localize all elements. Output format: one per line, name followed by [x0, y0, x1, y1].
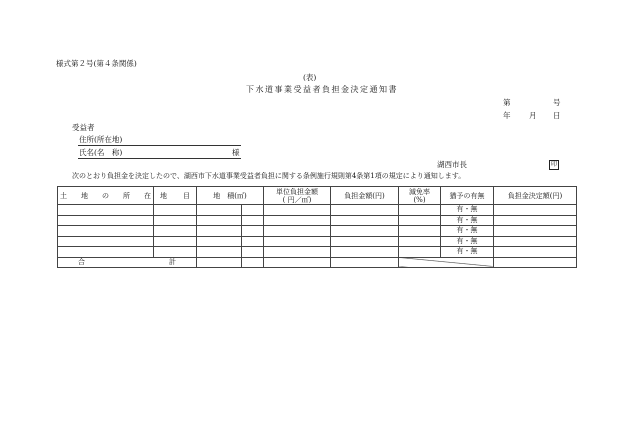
- recipient-heading: 受益者: [72, 123, 95, 132]
- table-row: [58, 226, 577, 237]
- header-land-category-char: 目: [183, 191, 190, 200]
- header-area: 地 積(㎡): [197, 187, 264, 205]
- header-location-char: 土: [60, 191, 67, 200]
- table-row: [58, 215, 577, 226]
- seal-mark: 印: [550, 161, 557, 168]
- address-underline: [78, 145, 241, 146]
- header-burden-amount: 負担金額(円): [331, 187, 399, 205]
- table-row: [58, 236, 577, 247]
- deferral-option: 有・無: [441, 226, 494, 237]
- header-location: [58, 187, 154, 205]
- document-number-suffix: 号: [553, 98, 561, 107]
- total-label-char: 計: [169, 257, 176, 266]
- assessment-table: [57, 186, 577, 268]
- deferral-option: 有・無: [441, 247, 494, 258]
- header-location-char: の: [102, 191, 109, 200]
- total-label-char: 合: [78, 257, 85, 266]
- header-land-category: [154, 187, 197, 205]
- header-reduction-rate: [399, 187, 441, 205]
- deferral-option: 有・無: [441, 205, 494, 216]
- header-location-char: 在: [144, 191, 151, 200]
- header-reduction-line2: (%): [413, 195, 426, 204]
- deferral-option: 有・無: [441, 215, 494, 226]
- header-decided-amount: 負担金決定額(円): [494, 187, 577, 205]
- date-day-label: 日: [553, 111, 561, 120]
- total-label: [58, 257, 197, 268]
- deferral-option: 有・無: [441, 236, 494, 247]
- header-land-category-char: 地: [160, 191, 167, 200]
- header-row: [58, 187, 577, 205]
- honorific: 様: [232, 148, 240, 157]
- header-location-char: 所: [123, 191, 130, 200]
- name-label: 氏名(名 称): [79, 148, 123, 157]
- notice-text: 次のとおり負担金を決定したので、湖西市下水道事業受益者負担に関する条例施行規則第4条第1項の規定により通知します。: [72, 172, 466, 180]
- page-title: 下水道事業受益者負担金決定通知書: [246, 85, 398, 94]
- name-underline: [78, 158, 241, 159]
- header-unit-amount-line1: 単位負担金額: [276, 187, 318, 196]
- header-unit-amount: [264, 187, 331, 205]
- form-number: 様式第２号(第４条関係): [56, 59, 137, 68]
- date-year-label: 年: [503, 111, 511, 120]
- address-label: 住所(所在地): [79, 135, 123, 144]
- header-reduction-line1: 減免率: [409, 187, 430, 196]
- header-deferral: 猶予の有無: [441, 187, 494, 205]
- header-location-char: 地: [81, 191, 88, 200]
- header-unit-amount-line2: ( 円／㎡): [282, 195, 312, 204]
- total-row: [58, 257, 577, 268]
- table-row: [58, 205, 577, 216]
- date-month-label: 月: [529, 111, 537, 120]
- total-crossed-cell: [399, 257, 494, 268]
- document-number-prefix: 第: [503, 98, 511, 107]
- issuer-name: 湖西市長: [437, 160, 467, 169]
- side-label: (表): [303, 73, 317, 82]
- table-row: [58, 247, 577, 258]
